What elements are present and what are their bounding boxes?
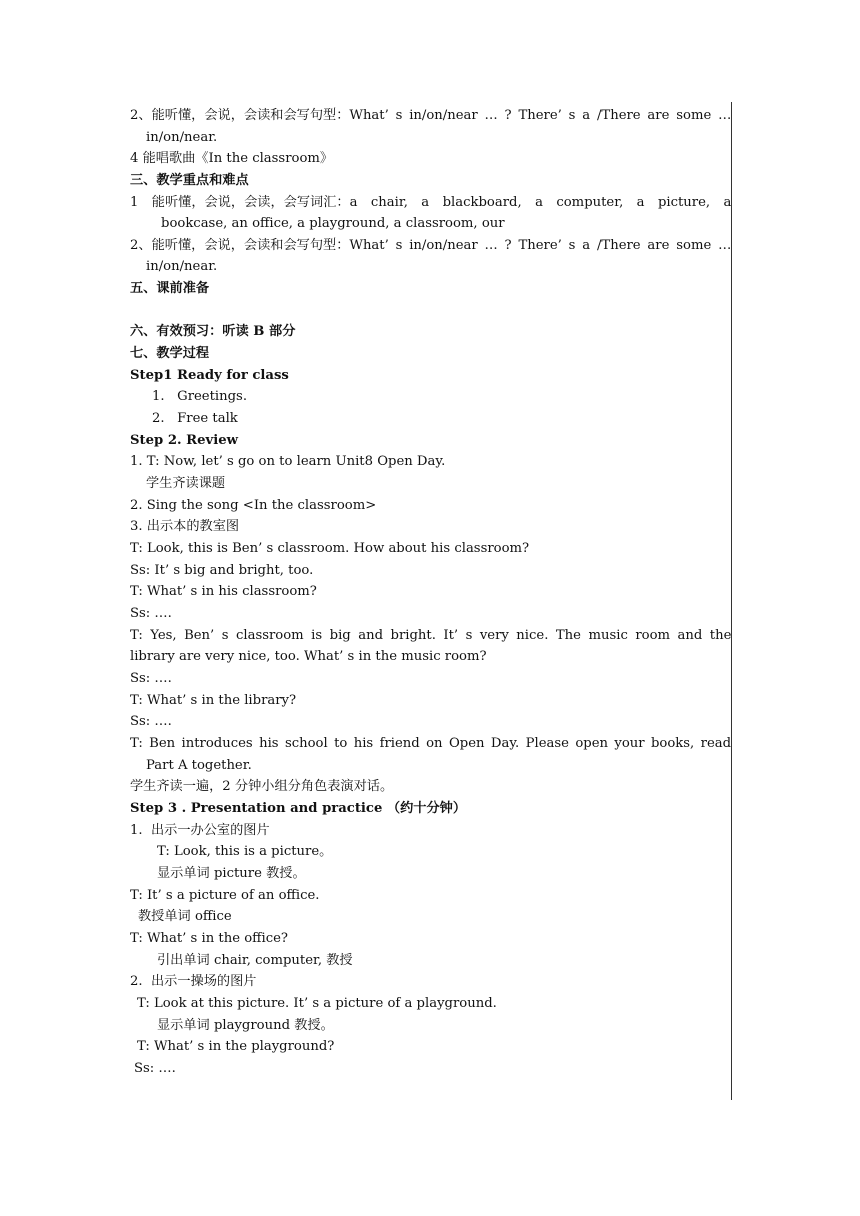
section-heading: 七、教学过程 (130, 346, 210, 361)
dialogue-line: Ss: …. (130, 714, 172, 729)
dialogue-line: Ss: …. (130, 606, 172, 621)
keypoint-line: 1 能听懂，会说，会读，会写词汇：a chair, a blackboard, a computer, a picture, a (130, 195, 732, 210)
keypoint-line: 2、能听懂，会说，会读和会写句型：What’ s in/on/near … ? There’ s a /There are some … (130, 238, 732, 253)
dialogue-line: T: What’ s in his classroom? (130, 584, 317, 599)
process-line: 显示单词 playground 教授。 (157, 1018, 334, 1033)
dialogue-line: T: What’ s in the playground? (137, 1039, 335, 1054)
process-line: 学生齐读课题 (146, 476, 226, 491)
dialogue-line: T: Look at this picture. It’ s a picture of a playground. (137, 996, 497, 1011)
dialogue-line: Ss: It’ s big and bright, too. (130, 563, 314, 578)
step-heading: Step 3 . Presentation and practice （约十分钟） (130, 801, 467, 816)
keypoint-line: in/on/near. (146, 259, 218, 274)
process-line: 学生齐读一遍，2 分钟小组分角色表演对话。 (130, 779, 394, 794)
dialogue-line: T: What’ s in the office? (130, 931, 288, 946)
process-line: 1. T: Now, let’ s go on to learn Unit8 Open Day. (130, 454, 446, 469)
dialogue-line: Ss: …. (130, 671, 172, 686)
process-line: 显示单词 picture 教授。 (157, 866, 306, 881)
process-line: 3. 出示本的教室图 (130, 519, 240, 534)
dialogue-line: T: Look, this is Ben’ s classroom. How about his classroom? (130, 541, 530, 556)
section-heading: 六、有效预习：听读 B 部分 (130, 324, 296, 339)
process-line: 2. Sing the song <In the classroom> (130, 498, 377, 513)
dialogue-line: T: What’ s in the library? (130, 693, 297, 708)
section-heading: 三、教学重点和难点 (130, 173, 249, 188)
dialogue-line: Part A together. (146, 758, 252, 773)
dialogue-line: T: It’ s a picture of an office. (130, 888, 320, 903)
section-heading: 五、课前准备 (130, 281, 210, 296)
process-line: 1. 出示一办公室的图片 (130, 823, 270, 838)
step-heading: Step1 Ready for class (130, 368, 289, 383)
list-item: 2. Free talk (152, 411, 238, 426)
process-line: 教授单词 office (138, 909, 232, 924)
keypoint-line: bookcase, an office, a playground, a classroom, our (161, 216, 505, 231)
dialogue-line: T: Look, this is a picture。 (157, 844, 333, 859)
process-line: 引出单词 chair, computer, 教授 (157, 953, 353, 968)
objective-line: 4 能唱歌曲《In the classroom》 (130, 151, 334, 166)
objective-line: in/on/near. (146, 130, 218, 145)
dialogue-line: T: Yes, Ben’ s classroom is big and bright. It’ s very nice. The music room and the (130, 628, 732, 643)
dialogue-line: Ss: …. (134, 1061, 176, 1076)
process-line: 2. 出示一操场的图片 (130, 974, 257, 989)
dialogue-line: library are very nice, too. What’ s in the music room? (130, 649, 487, 664)
list-item: 1. Greetings. (152, 389, 248, 404)
dialogue-line: T: Ben introduces his school to his friend on Open Day. Please open your books, read (130, 736, 732, 751)
objective-line: 2、能听懂，会说，会读和会写句型：What’ s in/on/near … ? There’ s a /There are some … (130, 108, 732, 123)
step-heading: Step 2. Review (130, 433, 238, 448)
